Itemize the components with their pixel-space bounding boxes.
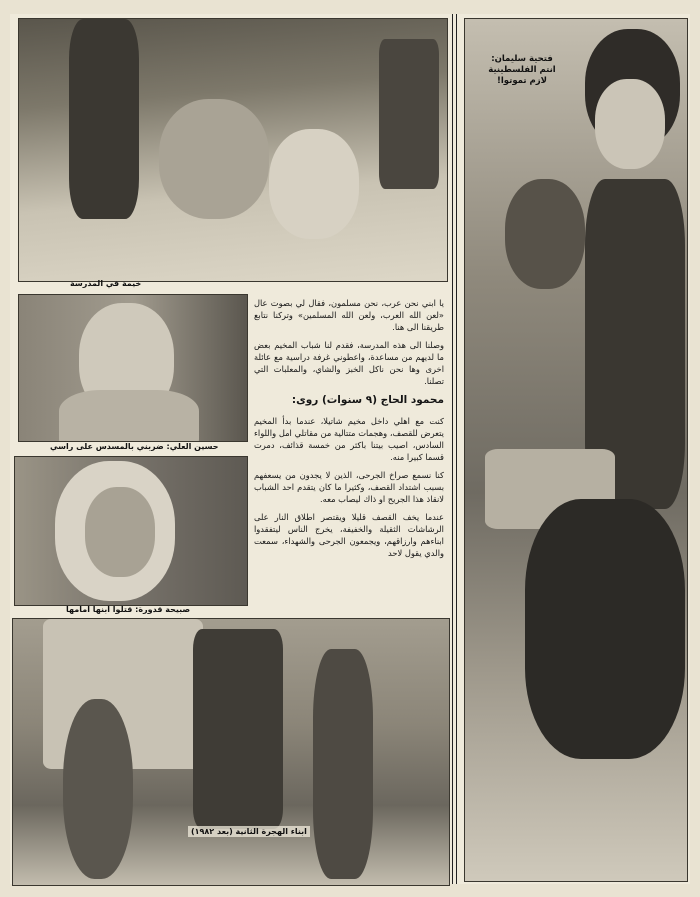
- caption-sabiha: صبيحة قدورة: قتلوا ابنها امامها: [66, 605, 191, 614]
- photo-sabiha: [14, 456, 248, 606]
- caption-fathia-line-2: انتم الفلسطينية: [488, 65, 556, 75]
- caption-fathia: [482, 54, 562, 87]
- caption-fathia-line-1: فتحية سليمان:: [491, 54, 553, 64]
- article-paragraph-4: عندما يخف القصف قليلا ويقتصر اطلاق النار على الرشاشات الثقيلة والخفيفة، يخرج الناس ليتفقدوا ابناءهم وارزاقهم، ويجمعون الجرحى والشهداء، سمعت والدي يقول لاحد: [254, 512, 444, 558]
- article-intro: يا ابني نحن عرب، نحن مسلمون، فقال لي بصوت عال «لعن الله العرب، ولعن الله المسلمين» وتركنا نتابع طريقنا الى هنا.: [254, 298, 444, 332]
- photo-school-tent: [18, 18, 448, 282]
- photo-second-migration: [12, 618, 450, 886]
- column-rule-left: [452, 14, 453, 884]
- article-paragraph-3: كنا نسمع صراخ الجرحى، الذين لا يجدون من يسعفهم بسبب اشتداد القصف، وكثيرا ما كان يتقدم احد الشباب لانقاذ هذا الجريح او ذاك ليصاب معه.: [254, 470, 444, 504]
- photo-hussein: [18, 294, 248, 442]
- article-paragraph-2: كنت مع اهلي داخل مخيم شاتيلا، عندما بدأ المخيم يتعرض للقصف، وهجمات متتالية من مقاتلي امل واللواء السادس، اصيب بيتنا باكثر من خمسة قذائف، دمرت قسما كبيرا منه.: [254, 416, 444, 462]
- magazine-page: [10, 14, 690, 884]
- caption-second-migration: ابناء الهجرة الثانية (بعد ١٩٨٢): [188, 826, 310, 837]
- photo-fathia: [464, 18, 688, 882]
- caption-fathia-line-3: لازم تموتوا!: [497, 76, 547, 86]
- article-subhead: محمود الحاج (٩ سنوات) روى:: [291, 394, 444, 406]
- caption-school-tent: خيمة في المدرسة: [70, 279, 142, 288]
- column-rule-right: [456, 14, 457, 884]
- article-paragraph-1: وصلنا الى هذه المدرسة، فقدم لنا شباب المخيم بعض ما لديهم من مساعدة، واعطوني غرفة دراسية مع عائلة اخرى وها نحن ناكل الخبز والشاي، والمعلبات التي تصلنا.: [254, 340, 444, 386]
- article-column: [254, 297, 444, 565]
- caption-hussein: حسين العلي: ضربني بالمسدس على راسي: [50, 442, 219, 451]
